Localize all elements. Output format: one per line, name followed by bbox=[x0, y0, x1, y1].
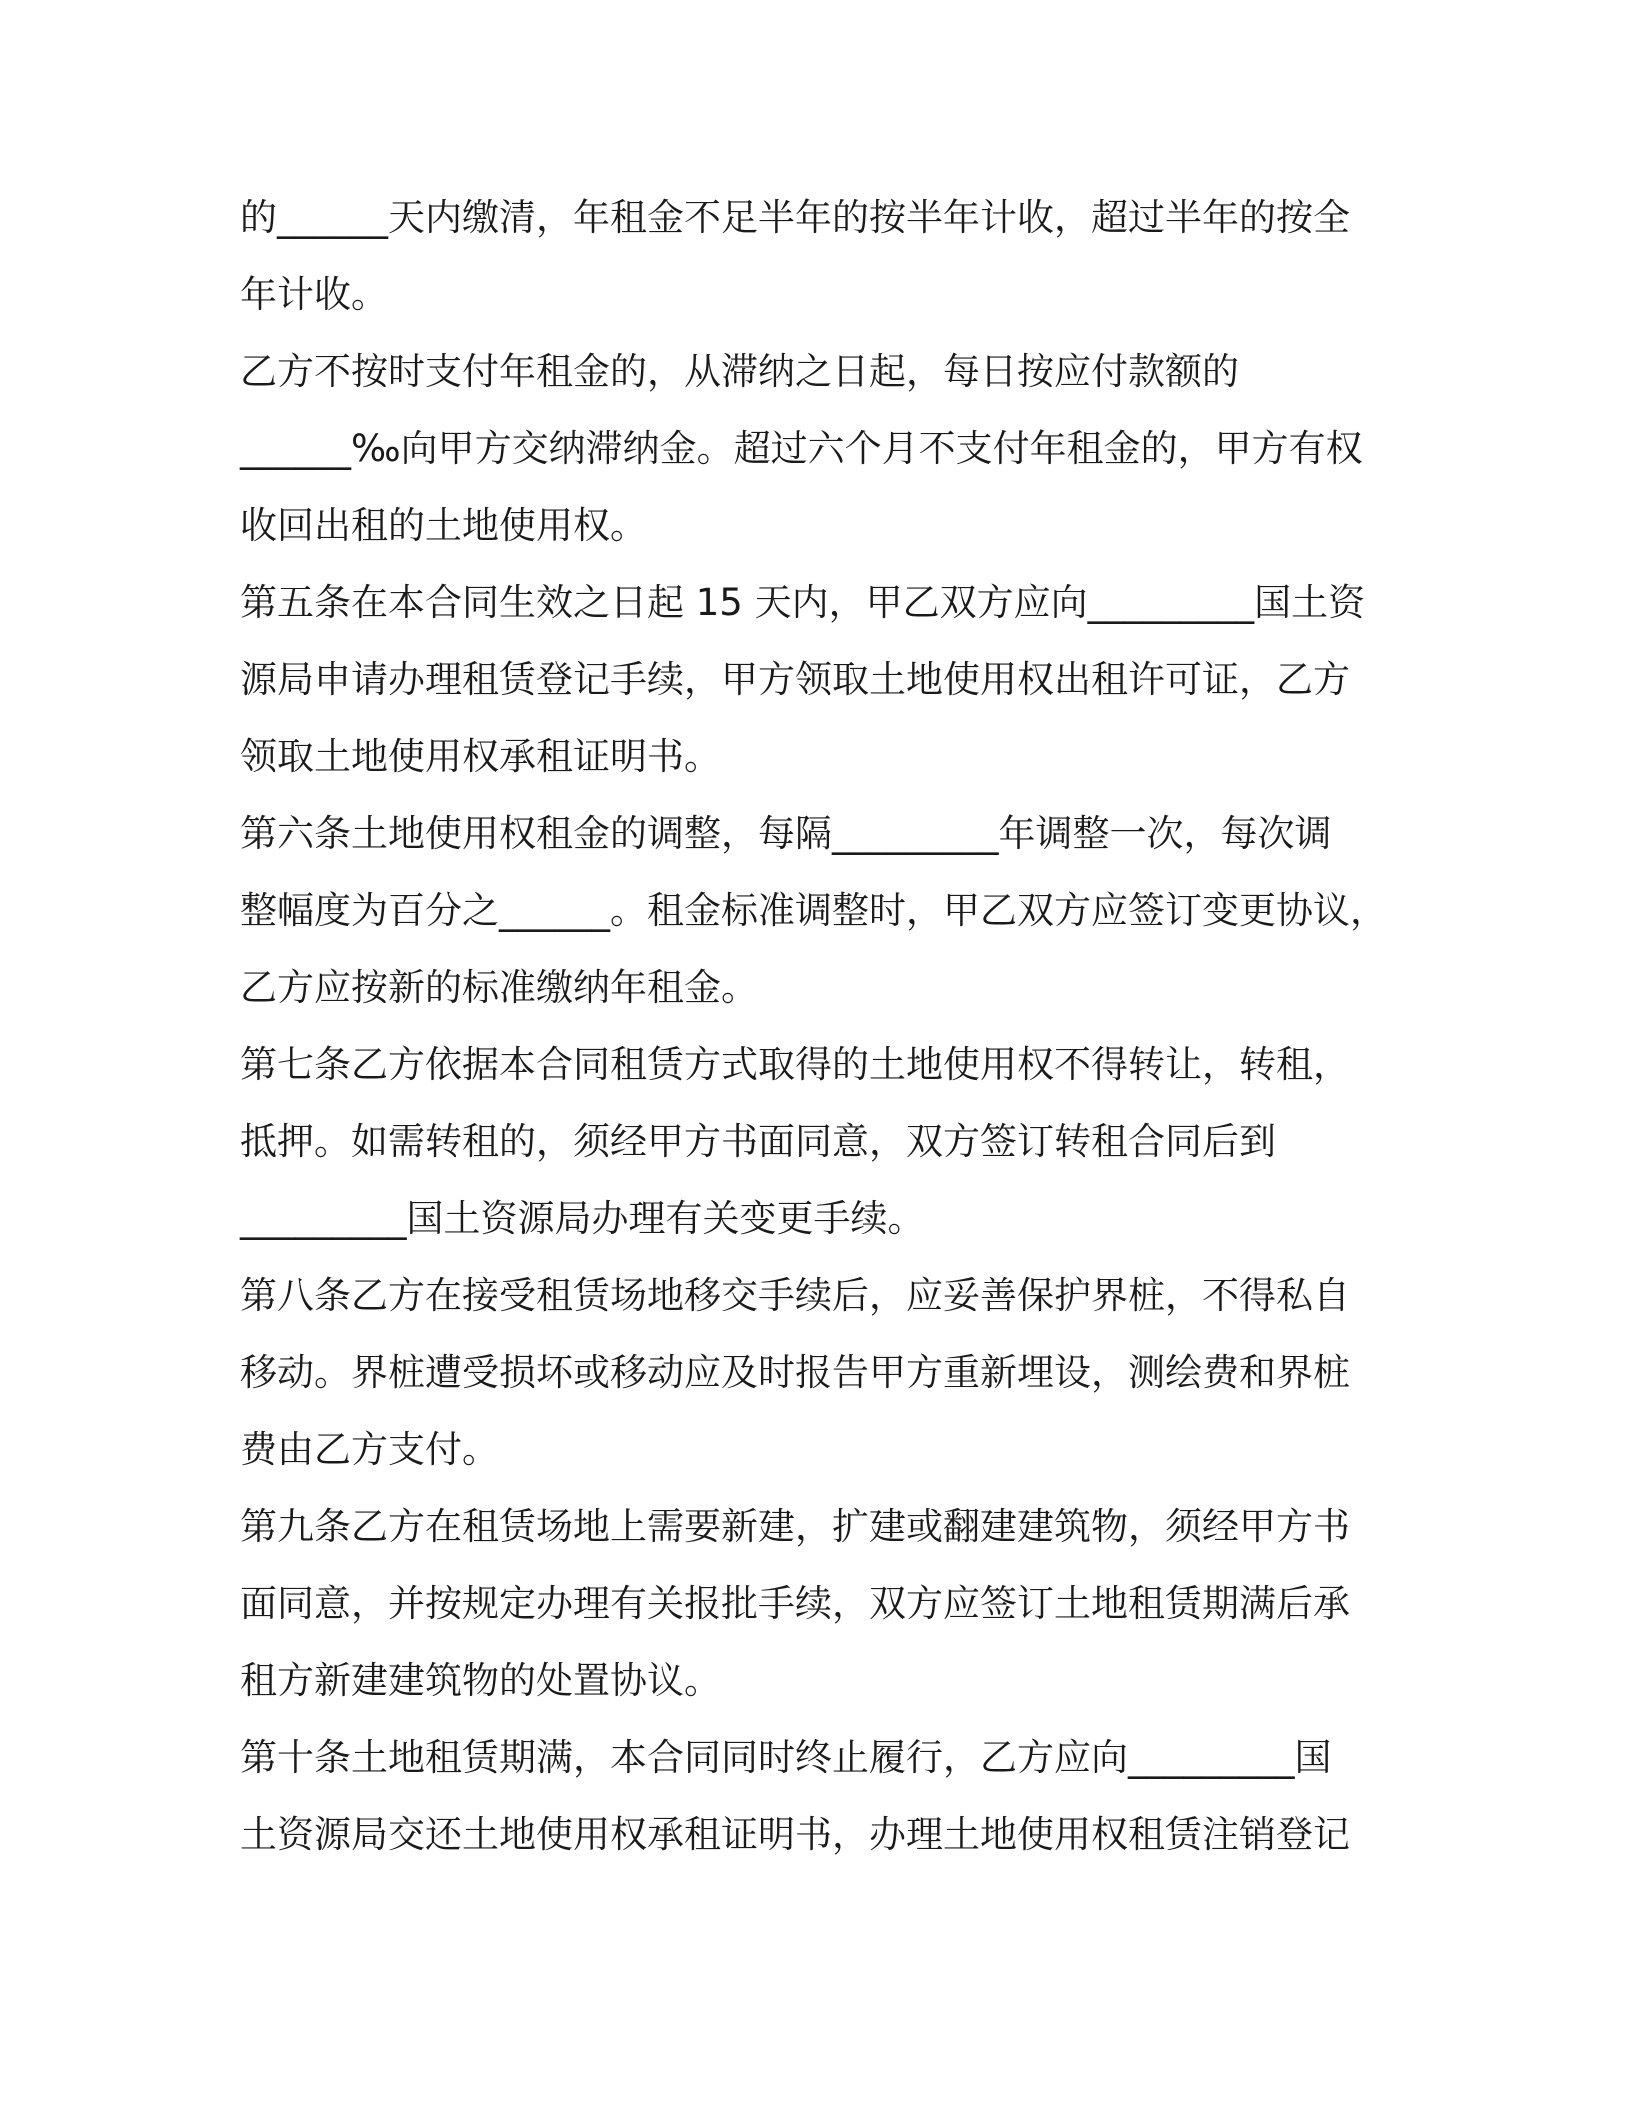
text-line: 收回出租的土地使用权。 bbox=[240, 504, 647, 547]
text-line: 移动。界桩遭受损坏或移动应及时报告甲方重新埋设，测绘费和界桩 bbox=[240, 1351, 1350, 1394]
text-line: 费由乙方支付。 bbox=[240, 1428, 499, 1471]
text-line: 第七条乙方依据本合同租赁方式取得的土地使用权不得转让，转租， bbox=[240, 1043, 1350, 1086]
text-line: 面同意，并按规定办理有关报批手续，双方应签订土地租赁期满后承 bbox=[240, 1582, 1350, 1625]
text-line: 源局申请办理租赁登记手续，甲方领取土地使用权出租许可证，乙方 bbox=[240, 658, 1350, 701]
text-line: ______‰向甲方交纳滞纳金。超过六个月不支付年租金的，甲方有权 bbox=[240, 427, 1363, 470]
text-line: 乙方不按时支付年租金的，从滞纳之日起，每日按应付款额的 bbox=[240, 350, 1239, 393]
text-line: 领取土地使用权承租证明书。 bbox=[240, 735, 721, 778]
text-line: 土资源局交还土地使用权承租证明书，办理土地使用权租赁注销登记 bbox=[240, 1813, 1350, 1856]
text-line: 第十条土地租赁期满，本合同同时终止履行，乙方应向_________国 bbox=[240, 1736, 1332, 1779]
text-line: 乙方应按新的标准缴纳年租金。 bbox=[240, 966, 758, 1009]
text-line: 第八条乙方在接受租赁场地移交手续后，应妥善保护界桩，不得私自 bbox=[240, 1274, 1350, 1317]
text-line: 第五条在本合同生效之日起 15 天内，甲乙双方应向_________国土资 bbox=[240, 581, 1366, 624]
text-line: 第六条土地使用权租金的调整，每隔_________年调整一次，每次调 bbox=[240, 812, 1332, 855]
text-line: 租方新建建筑物的处置协议。 bbox=[240, 1659, 721, 1702]
text-line: 整幅度为百分之______。租金标准调整时，甲乙双方应签订变更协议， bbox=[240, 889, 1387, 932]
document-body bbox=[240, 186, 1400, 1880]
text-line: 抵押。如需转租的，须经甲方书面同意，双方签订转租合同后到 bbox=[240, 1120, 1276, 1163]
text-line: 年计收。 bbox=[240, 273, 388, 316]
text-line: 的______天内缴清，年租金不足半年的按半年计收，超过半年的按全 bbox=[240, 196, 1350, 239]
text-line: _________国土资源局办理有关变更手续。 bbox=[240, 1197, 925, 1240]
text-line: 第九条乙方在租赁场地上需要新建，扩建或翻建建筑物，须经甲方书 bbox=[240, 1505, 1350, 1548]
